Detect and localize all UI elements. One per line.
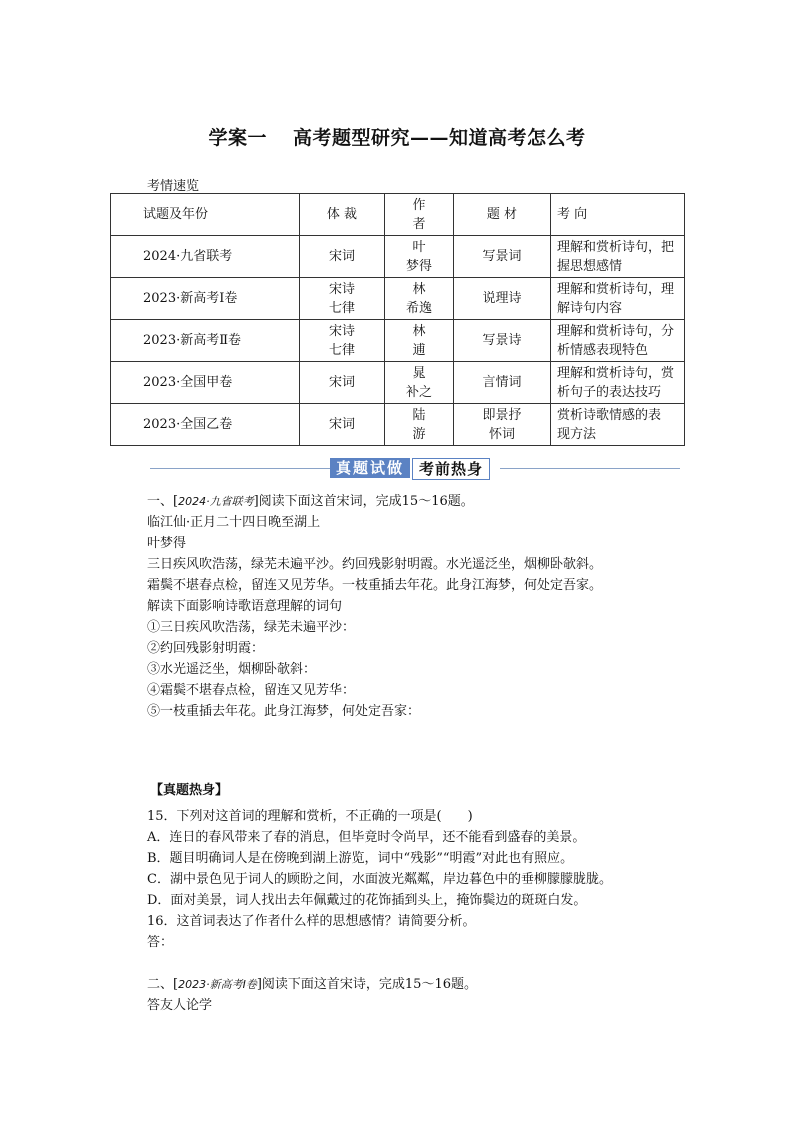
answer-label: 答： — [147, 935, 174, 950]
poem-line: 霜鬓不堪春点检，留连又见芳华。一枝重插去年花。此身江海梦，何处定吾家。 — [147, 578, 603, 593]
section-label: 考情速览 — [147, 179, 200, 194]
table-cell: 说理诗 — [454, 278, 551, 320]
table-cell: 写景诗 — [454, 320, 551, 362]
option-c: C．湖中景色见于词人的顾盼之间，水面波光粼粼，岸边暮色中的垂柳朦朦胧胧。 — [147, 872, 612, 887]
table-cell: 陆 游 — [385, 404, 454, 446]
table-cell: 林 希逸 — [385, 278, 454, 320]
question-15: 15．下列对这首词的理解和赏析，不正确的一项是( ) — [147, 809, 473, 824]
table-header-cell: 试题及年份 — [111, 194, 300, 236]
practice-heading: 【真题热身】 — [150, 783, 229, 798]
table-cell: 2024·九省联考 — [111, 236, 300, 278]
table-cell: 宋诗 七律 — [300, 278, 385, 320]
table-row — [111, 404, 685, 446]
table-header-cell: 作 者 — [385, 194, 454, 236]
title-part2: 高考题型研究——知道高考怎么考 — [293, 127, 586, 149]
page-title — [0, 123, 794, 150]
table-header-cell: 体 裁 — [300, 194, 385, 236]
table-cell: 理解和赏析诗句，分 析情感表现特色 — [551, 320, 685, 362]
table-cell: 宋词 — [300, 236, 385, 278]
guide-item: ①三日疾风吹浩荡，绿芜未遍平沙： — [147, 620, 356, 635]
table-cell: 晁 补之 — [385, 362, 454, 404]
table-cell: 2023·新高考Ⅰ卷 — [111, 278, 300, 320]
table-cell: 理解和赏析诗句，把 握思想感情 — [551, 236, 685, 278]
table-cell: 宋词 — [300, 362, 385, 404]
table-cell: 2023·全国甲卷 — [111, 362, 300, 404]
source-tag: 2023·新高考Ⅰ卷 — [178, 978, 257, 991]
table-row — [111, 320, 685, 362]
table-header-cell: 考 向 — [551, 194, 685, 236]
table-cell: 2023·全国乙卷 — [111, 404, 300, 446]
banner-rule-left — [150, 468, 330, 469]
guide-title: 解读下面影响诗歌语意理解的词句 — [147, 599, 343, 614]
guide-item: ⑤一枝重插去年花。此身江海梦，何处定吾家： — [147, 704, 421, 719]
banner-label-right: 考前热身 — [412, 458, 490, 480]
table-row — [111, 278, 685, 320]
table-row — [111, 236, 685, 278]
guide-item: ③水光遥泛坐，烟柳卧欹斜： — [147, 662, 317, 677]
table-header-row — [111, 194, 685, 236]
poem-title: 临江仙·正月二十四日晚至湖上 — [147, 515, 321, 530]
title-part1: 学案一 — [208, 127, 267, 149]
source-tag: 2024·九省联考 — [178, 495, 254, 508]
poem-line: 三日疾风吹浩荡，绿芜未遍平沙。约回残影射明霞。水光遥泛坐，烟柳卧欹斜。 — [147, 557, 603, 572]
question-16: 16．这首词表达了作者什么样的思想感情？请简要分析。 — [147, 914, 476, 929]
guide-item: ④霜鬓不堪春点检，留连又见芳华： — [147, 683, 356, 698]
guide-item: ②约回残影射明霞： — [147, 641, 265, 656]
table-cell: 宋词 — [300, 404, 385, 446]
table-cell: 即景抒 怀词 — [454, 404, 551, 446]
poem-author: 叶梦得 — [147, 536, 187, 551]
table-cell: 宋诗 七律 — [300, 320, 385, 362]
table-row — [111, 362, 685, 404]
option-b: B．题目明确词人是在傍晚到湖上游览，词中“残影”“明霞”对此也有照应。 — [147, 851, 574, 866]
table-cell: 2023·新高考Ⅱ卷 — [111, 320, 300, 362]
banner-label-left: 真题试做 — [330, 458, 410, 478]
poem-title: 答友人论学 — [147, 998, 213, 1013]
table-cell: 理解和赏析诗句，赏 析句子的表达技巧 — [551, 362, 685, 404]
table-cell: 写景词 — [454, 236, 551, 278]
table-cell: 叶 梦得 — [385, 236, 454, 278]
table-cell: 林 逋 — [385, 320, 454, 362]
exam-table — [110, 193, 685, 446]
option-a: A．连日的春风带来了春的消息，但毕竟时令尚早，还不能看到盛春的美景。 — [147, 830, 586, 845]
banner-rule-right — [500, 468, 680, 469]
table-cell: 言情词 — [454, 362, 551, 404]
section-banner — [150, 458, 680, 480]
table-cell: 赏析诗歌情感的表 现方法 — [551, 404, 685, 446]
table-cell: 理解和赏析诗句，理 解诗句内容 — [551, 278, 685, 320]
table-header-cell: 题 材 — [454, 194, 551, 236]
passage2-intro: 二、[2023·新高考Ⅰ卷]阅读下面这首宋诗，完成15～16题。 — [147, 977, 477, 992]
option-d: D．面对美景，词人找出去年佩戴过的花饰插到头上，掩饰鬓边的斑斑白发。 — [147, 893, 587, 908]
passage1-intro: 一、[2024·九省联考]阅读下面这首宋词，完成15～16题。 — [147, 494, 474, 509]
